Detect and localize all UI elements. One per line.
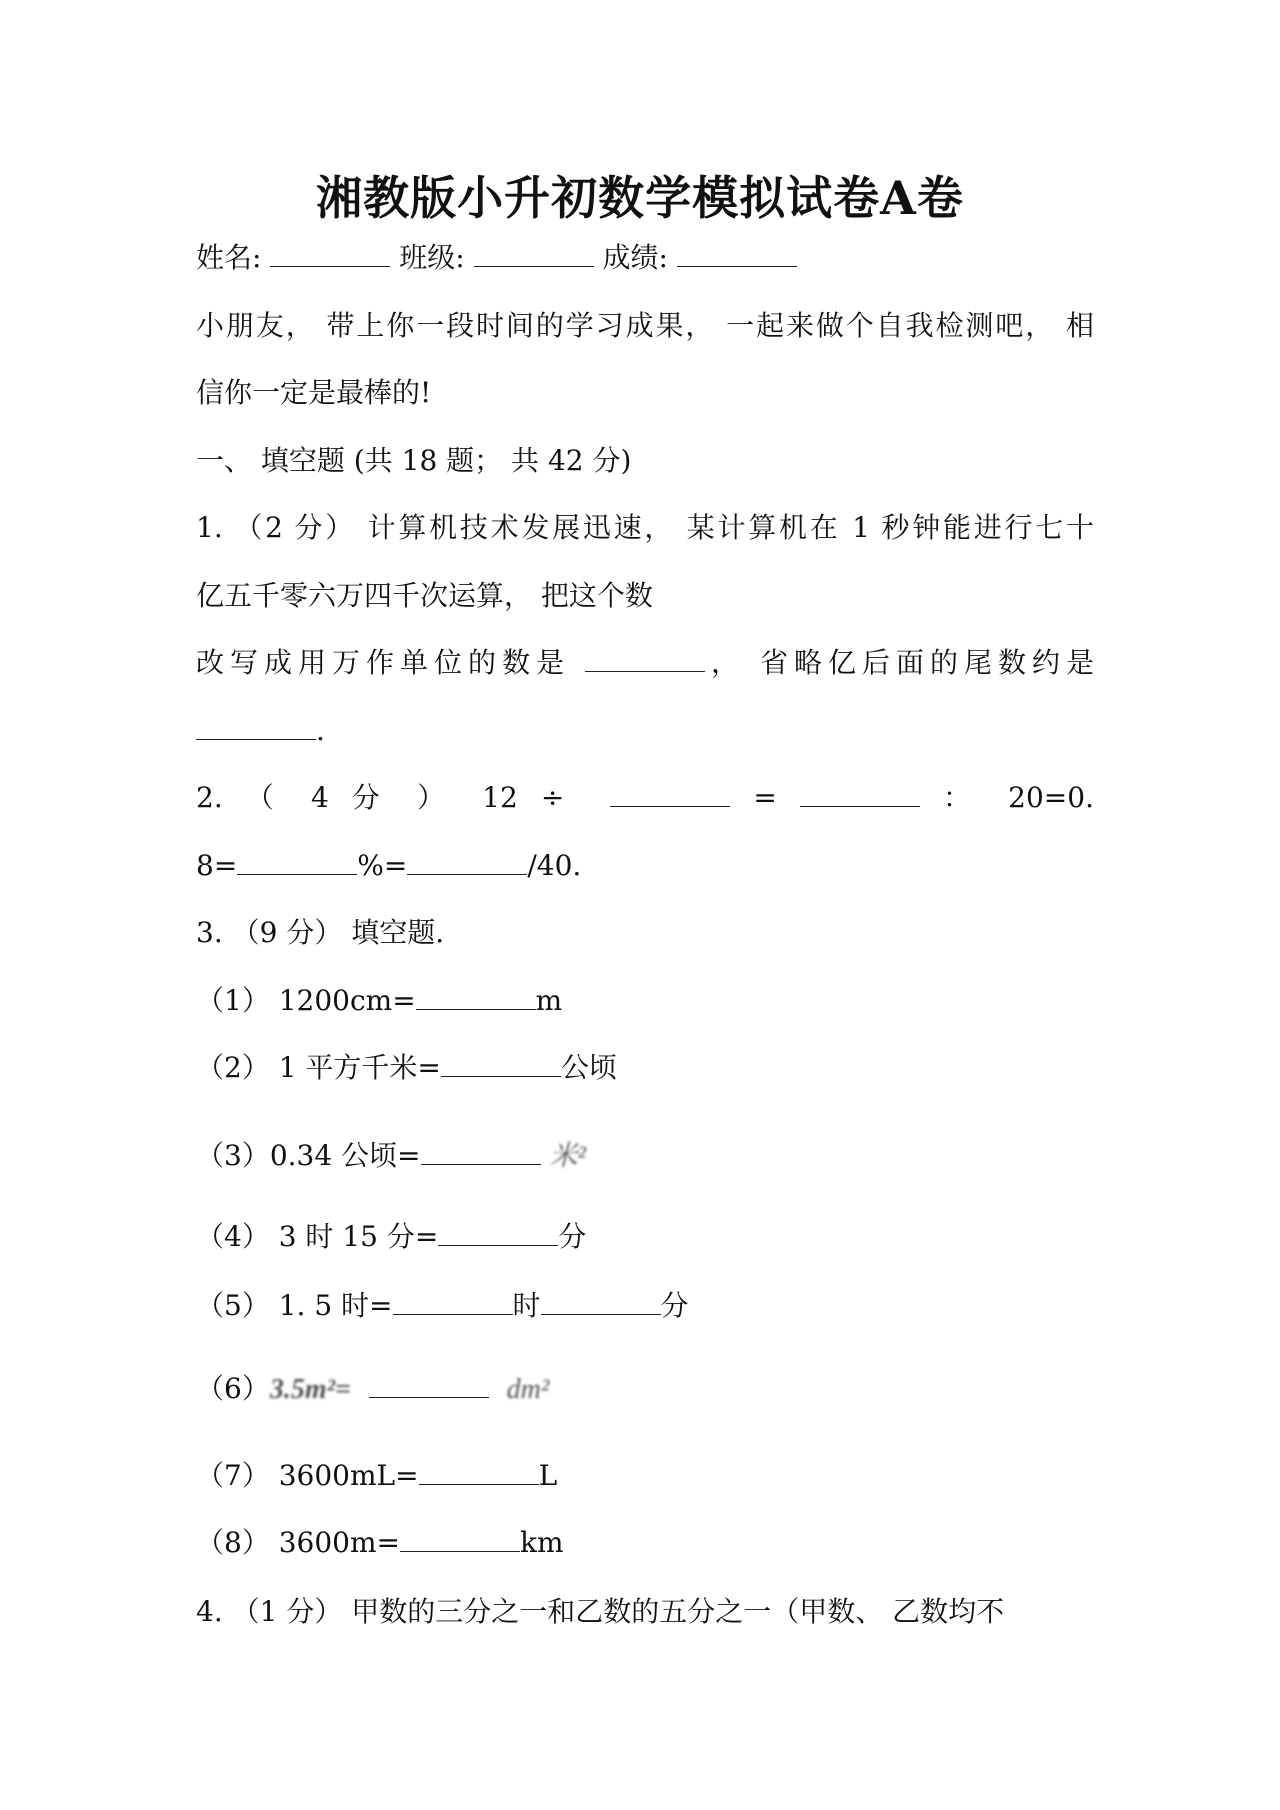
answer-blank[interactable] xyxy=(400,1525,520,1552)
line-text: 班级: xyxy=(390,241,474,274)
document-line xyxy=(196,508,1094,548)
line-text: 成绩: xyxy=(593,241,677,274)
line-text: ： 20=0. xyxy=(919,781,1094,814)
line-text: （7） 3600mL= xyxy=(196,1459,419,1492)
document-line xyxy=(196,1217,1094,1257)
document-line xyxy=(196,576,1094,616)
document-line xyxy=(196,238,1094,278)
document-line xyxy=(196,711,1094,751)
line-text: 分 xyxy=(660,1289,689,1322)
answer-blank[interactable] xyxy=(270,240,390,267)
document-line xyxy=(196,306,1094,346)
document-line xyxy=(196,1456,1094,1496)
document-line xyxy=(196,1592,1094,1632)
line-text: （8） 3600m= xyxy=(196,1526,400,1559)
line-text: km xyxy=(520,1526,564,1559)
answer-blank[interactable] xyxy=(441,1050,561,1077)
document-line xyxy=(196,1369,1094,1410)
answer-blank[interactable] xyxy=(474,240,594,267)
document-line xyxy=(196,846,1094,886)
line-text: 时 xyxy=(512,1289,541,1322)
line-text: %= xyxy=(357,849,408,882)
line-text xyxy=(351,1372,369,1405)
line-text: m xyxy=(535,984,563,1017)
document-line xyxy=(196,1048,1094,1088)
document-line xyxy=(196,1523,1094,1563)
answer-blank[interactable] xyxy=(393,1288,513,1315)
answer-blank[interactable] xyxy=(419,1458,539,1485)
line-text: 改写成用万作单位的数是 xyxy=(196,646,571,679)
line-text: 亿五千零六万四千次运算， 把这个数 xyxy=(196,579,653,612)
line-text: /40. xyxy=(527,849,582,882)
document-line xyxy=(196,1136,1094,1177)
document-line xyxy=(196,643,1094,683)
line-text: 小朋友， 带上你一段时间的学习成果， 一起来做个自我检测吧， 相 xyxy=(196,309,1094,342)
line-text: 分 xyxy=(558,1220,587,1253)
line-text: 4. （1 分） 甲数的三分之一和乙数的五分之一（甲数、 乙数均不 xyxy=(196,1595,1005,1628)
document-line xyxy=(196,441,1094,481)
answer-blank[interactable] xyxy=(421,1138,541,1165)
line-text: （5） 1. 5 时= xyxy=(196,1289,393,1322)
line-text: 信你一定是最棒的! xyxy=(196,376,432,409)
answer-blank[interactable] xyxy=(610,780,730,807)
document-line xyxy=(196,913,1094,953)
line-text: 8= xyxy=(196,849,238,882)
formula-image: dm² xyxy=(506,1374,550,1405)
line-text: 一、 填空题 (共 18 题； 共 42 分) xyxy=(196,444,632,477)
line-text xyxy=(489,1372,507,1405)
answer-blank[interactable] xyxy=(800,780,920,807)
line-text: = xyxy=(730,781,777,814)
line-text: （1） 1200cm= xyxy=(196,984,416,1017)
document-line xyxy=(196,1286,1094,1326)
line-text: （2） 1 平方千米= xyxy=(196,1051,441,1084)
answer-blank[interactable] xyxy=(585,645,705,672)
answer-blank[interactable] xyxy=(677,240,797,267)
answer-blank[interactable] xyxy=(416,983,536,1010)
line-text: （3）0.34 公顷= xyxy=(196,1139,421,1172)
line-text: 3. （9 分） 填空题. xyxy=(196,916,445,949)
answer-blank[interactable] xyxy=(196,713,316,740)
line-text: （4） 3 时 15 分= xyxy=(196,1220,439,1253)
answer-blank[interactable] xyxy=(237,848,357,875)
line-text: 2. （ 4 分 ） 12 ÷ xyxy=(196,781,588,814)
line-text: . xyxy=(316,714,325,747)
document-line xyxy=(196,373,1094,413)
line-text: 公顷 xyxy=(560,1051,617,1084)
answer-blank[interactable] xyxy=(541,1288,661,1315)
line-text: （6） xyxy=(196,1372,270,1405)
line-text: 1. （2 分） 计算机技术发展迅速， 某计算机在 1 秒钟能进行七十 xyxy=(196,511,1094,544)
page-title: 湘教版小升初数学模拟试卷A卷 xyxy=(316,171,964,225)
answer-blank[interactable] xyxy=(407,848,527,875)
line-text: ， 省略亿后面的尾数约是 xyxy=(705,646,1095,679)
answer-blank[interactable] xyxy=(369,1371,489,1398)
document-line xyxy=(196,981,1094,1021)
line-text: L xyxy=(538,1459,558,1492)
formula-image: 米² xyxy=(549,1141,586,1172)
formula-image: 3.5m²= xyxy=(269,1374,351,1405)
line-text: 姓名: xyxy=(196,241,271,274)
answer-blank[interactable] xyxy=(438,1219,558,1246)
document-line xyxy=(196,778,1094,818)
